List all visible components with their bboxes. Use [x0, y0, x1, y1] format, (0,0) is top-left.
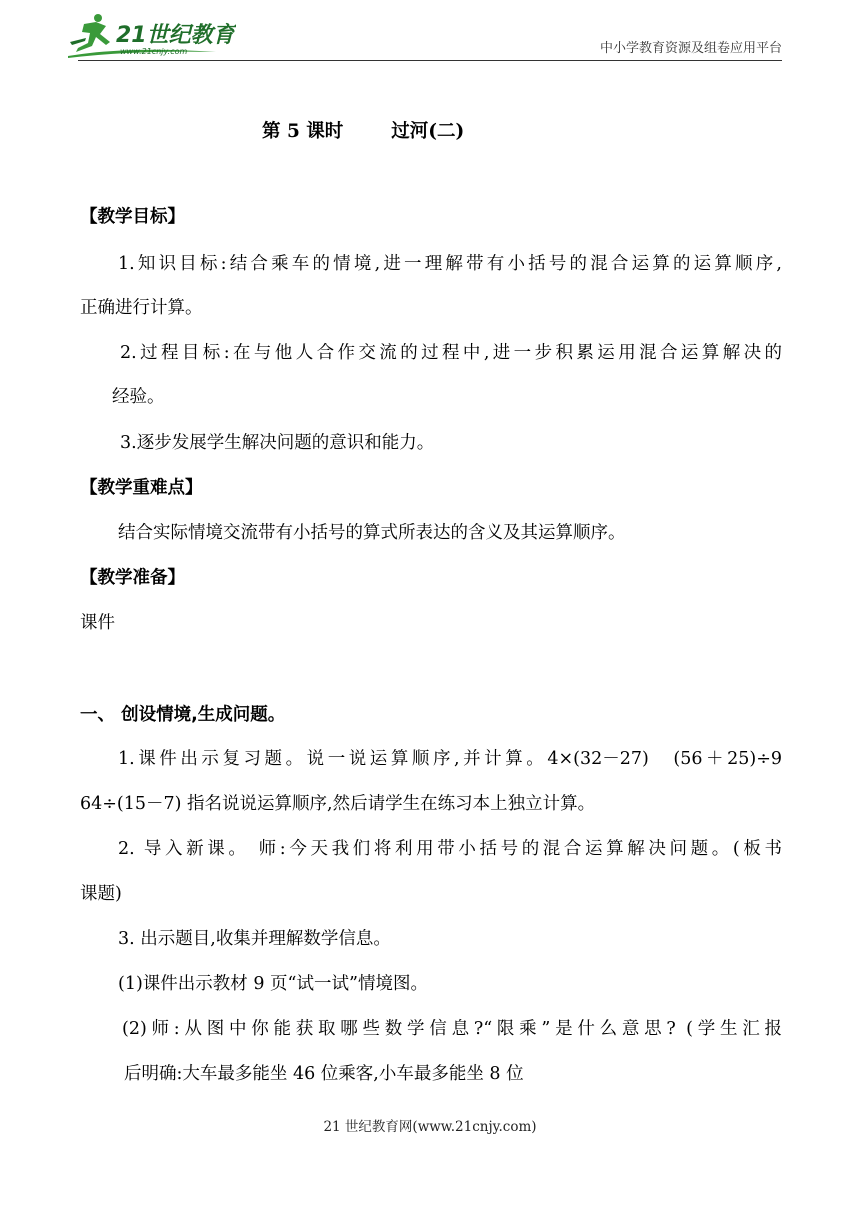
- preparation-heading: 【教学准备】: [80, 568, 185, 588]
- objective-2-line-1: 2.过程目标:在与他人合作交流的过程中,进一步积累运用混合运算解决的: [120, 343, 782, 363]
- page-footer: 21 世纪教育网(www.21cnjy.com): [323, 1119, 537, 1135]
- section-1-para-4: (1)课件出示教材 9 页“试一试”情境图。: [118, 974, 428, 994]
- site-logo: [66, 12, 236, 60]
- objective-1-line-1: 1.知识目标:结合乘车的情境,进一理解带有小括号的混合运算的运算顺序,: [118, 254, 782, 274]
- objective-2-line-2: 经验。: [112, 387, 165, 407]
- objective-3: 3.逐步发展学生解决问题的意识和能力。: [120, 433, 435, 453]
- lesson-topic: 过河(二): [391, 121, 465, 142]
- platform-name: 中小学教育资源及组卷应用平台: [599, 41, 782, 56]
- section-1-para-5-line-1: (2)师:从图中你能获取哪些数学信息?“限乘”是什么意思? (学生汇报: [122, 1019, 782, 1039]
- section-1-heading: 一、 创设情境,生成问题。: [80, 705, 286, 725]
- page-title: [262, 117, 464, 143]
- section-1-para-2-line-1: 2. 导入新课。 师:今天我们将利用带小括号的混合运算解决问题。(板书: [118, 839, 782, 859]
- section-1-para-5-line-2: 后明确:大车最多能坐 46 位乘客,小车最多能坐 8 位: [124, 1064, 524, 1084]
- section-1-para-1-line-2: 64÷(15－7) 指名说说运算顺序,然后请学生在练习本上独立计算。: [80, 794, 596, 814]
- logo-runner-icon: [66, 12, 236, 60]
- objective-1-line-2: 正确进行计算。: [80, 298, 203, 318]
- key-points-heading: 【教学重难点】: [80, 478, 203, 498]
- objectives-heading: 【教学目标】: [80, 207, 185, 227]
- preparation-text: 课件: [80, 613, 115, 633]
- lesson-number: 第 5 课时: [262, 121, 344, 142]
- key-points-text: 结合实际情境交流带有小括号的算式所表达的含义及其运算顺序。: [118, 523, 626, 543]
- section-1-para-1-line-1: 1.课件出示复习题。说一说运算顺序,并计算。4×(32－27) (56＋25)÷9: [118, 749, 782, 769]
- section-1-para-2-line-2: 课题): [80, 884, 122, 904]
- section-1-para-3: 3. 出示题目,收集并理解数学信息。: [118, 929, 391, 949]
- header-divider: [78, 60, 782, 61]
- logo-text: 21世纪教育: [116, 23, 235, 48]
- logo-url: www.21cnjy.com: [120, 47, 188, 56]
